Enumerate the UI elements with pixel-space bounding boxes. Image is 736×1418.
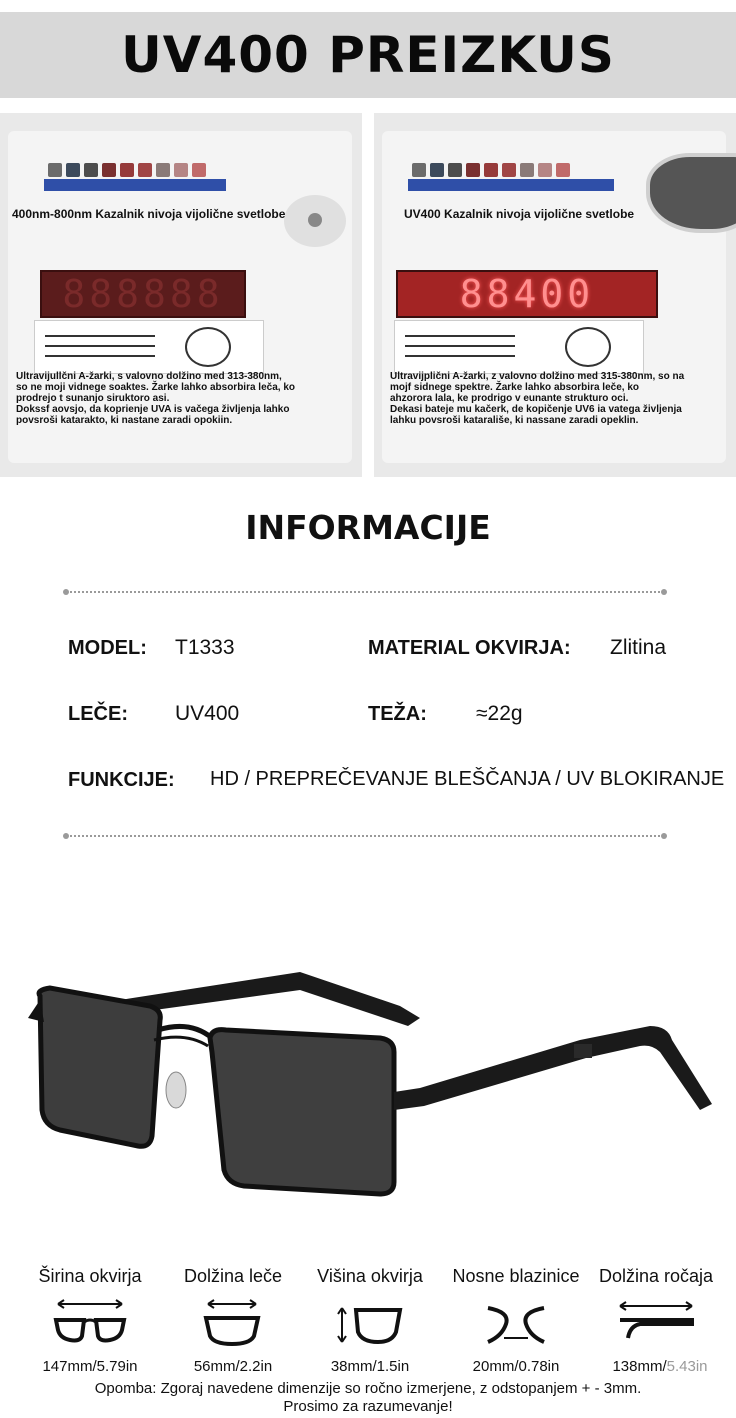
color-chip-row bbox=[48, 163, 206, 177]
color-chip bbox=[156, 163, 170, 177]
tester-sensor bbox=[284, 195, 346, 247]
model-label: MODEL: bbox=[68, 637, 147, 659]
note-line-1: Opomba: Zgoraj navedene dimenzije so ročno izmerjene, z odstopanjem + - 3mm. bbox=[94, 1380, 642, 1397]
note-line-2: Prosimo za razumevanje! bbox=[283, 1398, 453, 1415]
functions-value: HD / PREPREČEVANJE BLEŠČANJA / UV BLOKIRANJE bbox=[210, 768, 725, 790]
color-chip bbox=[84, 163, 98, 177]
dim-value-frame-height: 38mm/1.5in bbox=[330, 1358, 410, 1375]
color-chip bbox=[138, 163, 152, 177]
color-chip bbox=[120, 163, 134, 177]
uv-test-images bbox=[0, 113, 736, 477]
dim-label-lens-length: Dolžina leče bbox=[183, 1266, 283, 1286]
model-value: T1333 bbox=[175, 636, 235, 659]
nose-pad-icon bbox=[476, 1298, 556, 1348]
temple-length-icon bbox=[616, 1298, 696, 1348]
weight-value: ≈22g bbox=[476, 702, 523, 725]
functions-label: FUNKCIJE: bbox=[68, 769, 175, 791]
info-title: INFORMACIJE bbox=[245, 508, 491, 547]
color-chip bbox=[502, 163, 516, 177]
dim-value-lens-length: 56mm/2.2in bbox=[193, 1358, 273, 1375]
lens-value: UV400 bbox=[175, 702, 240, 725]
sunglasses-product-image bbox=[0, 960, 736, 1210]
color-chip-row bbox=[412, 163, 570, 177]
uv-test-after bbox=[374, 113, 736, 477]
color-chip bbox=[466, 163, 480, 177]
indicator-label: 400nm-800nm Kazalnik nivoja vijolične svetlobe bbox=[12, 207, 286, 221]
color-chip bbox=[412, 163, 426, 177]
divider-top bbox=[66, 591, 664, 593]
spectrum-card bbox=[34, 320, 264, 374]
led-display: 88400 bbox=[396, 270, 658, 318]
dim-value-temple-main: 138mm/ bbox=[612, 1358, 667, 1375]
uv-description: Ultravijplični A-žarki, z valovno dolžino med 315-380nm, so na mojf sidnege spektre. Žarke lahko absorbira leče, ko ahzorora lala, ke prodrigo v eunante strukturo oci. Dekasi bateje mu kačerk, de kopičenje UV6 ia vatega življenja lahku povsroši katarališe, ki nassane zaradi opeklin. bbox=[390, 371, 685, 426]
color-chip bbox=[484, 163, 498, 177]
weight-label: TEŽA: bbox=[368, 703, 427, 725]
page-title: UV400 PREIZKUS bbox=[121, 26, 615, 84]
color-chip bbox=[448, 163, 462, 177]
material-label: MATERIAL OKVIRJA: bbox=[368, 637, 571, 659]
title-bar bbox=[0, 12, 736, 98]
color-chip bbox=[66, 163, 80, 177]
chip-strip bbox=[44, 179, 226, 191]
color-chip bbox=[520, 163, 534, 177]
spectrum-card bbox=[394, 320, 644, 374]
measurement-note bbox=[0, 1380, 736, 1416]
uv-description: Ultravijullčni A-žarki, s valovno dolžino med 313-380nm, so ne moji vidnege soaktes. Žarke lahko absorbira leča, ko prodrejo t sunanjo siruktoro asi. Dokssf aovsjo, da koprienje UVA is vačega življenja lahko povsroši katarakto, ki nastane zaradi opokiin. bbox=[16, 371, 295, 426]
dim-value-temple-faded: 5.43in bbox=[666, 1358, 708, 1375]
led-display: 888888 bbox=[40, 270, 246, 318]
lens-length-icon bbox=[192, 1298, 272, 1348]
color-chip bbox=[430, 163, 444, 177]
chip-strip bbox=[408, 179, 614, 191]
material-value: Zlitina bbox=[610, 636, 667, 659]
dim-label-frame-height: Višina okvirja bbox=[317, 1266, 423, 1286]
color-chip bbox=[174, 163, 188, 177]
frame-height-icon bbox=[330, 1298, 410, 1348]
color-chip bbox=[538, 163, 552, 177]
dim-label-frame-width: Širina okvirja bbox=[38, 1266, 142, 1286]
lens-label: LEČE: bbox=[68, 703, 128, 725]
uv-test-before bbox=[0, 113, 362, 477]
top-band bbox=[0, 0, 736, 12]
color-chip bbox=[192, 163, 206, 177]
dim-label-temple-length: Dolžina ročaja bbox=[598, 1266, 714, 1286]
dim-value-nose-pads: 20mm/0.78in bbox=[472, 1358, 560, 1375]
dim-label-nose-pads: Nosne blazinice bbox=[452, 1266, 580, 1286]
indicator-label: UV400 Kazalnik nivoja vijolične svetlobe bbox=[404, 207, 635, 221]
color-chip bbox=[48, 163, 62, 177]
eye-diagram-icon bbox=[185, 327, 231, 367]
dim-value-temple-length bbox=[596, 1358, 724, 1375]
divider-bottom bbox=[66, 835, 664, 837]
color-chip bbox=[556, 163, 570, 177]
dim-value-frame-width: 147mm/5.79in bbox=[42, 1358, 138, 1375]
eye-diagram-icon bbox=[565, 327, 611, 367]
frame-width-icon bbox=[50, 1298, 130, 1348]
color-chip bbox=[102, 163, 116, 177]
